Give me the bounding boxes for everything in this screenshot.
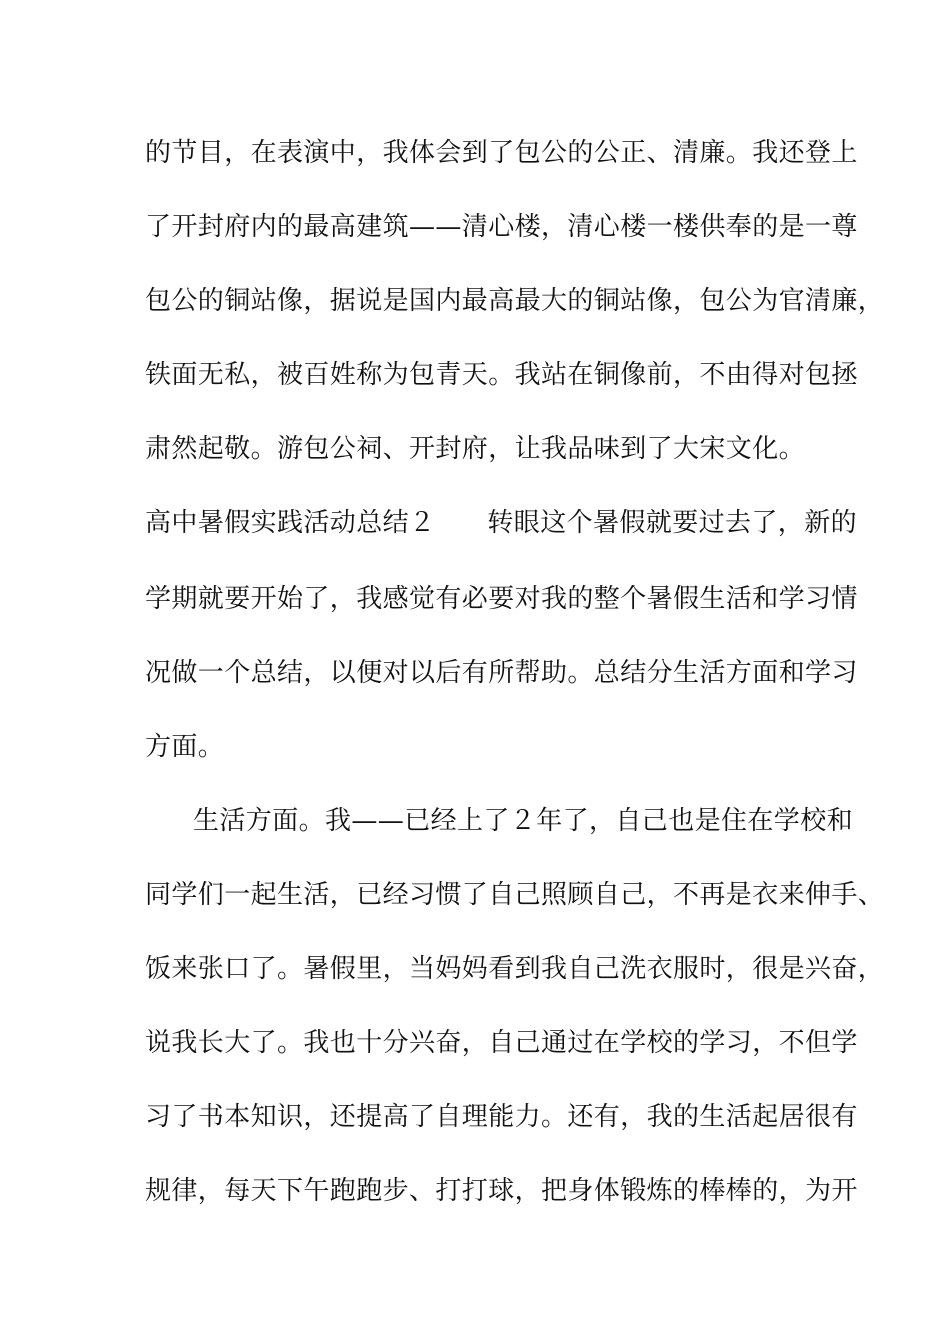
text-line: 铁面无私，被百姓称为包青天。我站在铜像前，不由得对包拯 — [145, 360, 858, 390]
text-line: 说我长大了。我也十分兴奋，自己通过在学校的学习，不但学 — [145, 1028, 858, 1058]
text-line: 的节目，在表演中，我体会到了包公的公正、清廉。我还登上 — [145, 138, 858, 168]
text-line: 规律，每天下午跑跑步、打打球，把身体锻炼的棒棒的，为开 — [145, 1176, 858, 1206]
section-heading: 高中暑假实践活动总结２ — [145, 508, 436, 538]
text-line: 包公的铜站像，据说是国内最高最大的铜站像，包公为官清廉， — [145, 286, 885, 316]
text-line: 肃然起敬。游包公祠、开封府，让我品味到了大宋文化。 — [145, 434, 806, 464]
text-line: 同学们一起生活，已经习惯了自己照顾自己，不再是衣来伸手、 — [145, 880, 885, 910]
text-line: 饭来张口了。暑假里，当妈妈看到我自己洗衣服时，很是兴奋， — [145, 954, 885, 984]
paragraph-first-line: 生活方面。我——已经上了２年了，自己也是住在学校和 — [193, 806, 854, 836]
text-line: 况做一个总结，以便对以后有所帮助。总结分生活方面和学习 — [145, 658, 858, 688]
text-line: 了开封府内的最高建筑——清心楼，清心楼一楼供奉的是一尊 — [145, 212, 858, 242]
text-line: 学期就要开始了，我感觉有必要对我的整个暑假生活和学习情 — [145, 584, 858, 614]
text-line: 方面。 — [145, 732, 225, 762]
heading-continuation: 转眼这个暑假就要过去了，新的 — [487, 508, 858, 538]
section-heading-line — [145, 508, 858, 538]
text-line: 习了书本知识，还提高了自理能力。还有，我的生活起居很有 — [145, 1102, 858, 1132]
